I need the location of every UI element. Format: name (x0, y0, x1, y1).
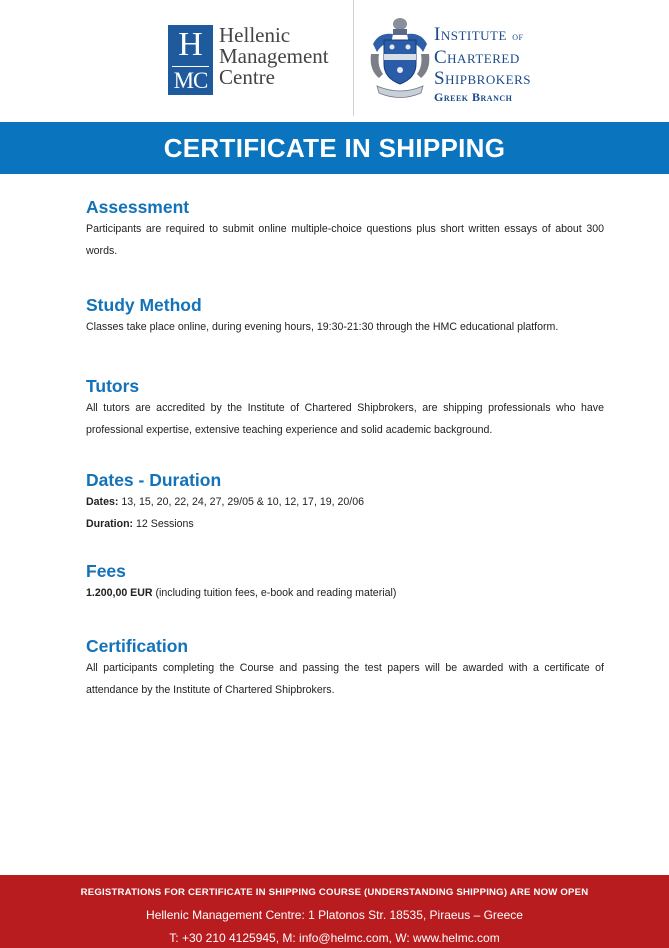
hmc-logo-line: Hellenic (219, 23, 291, 47)
dates-line (86, 491, 604, 513)
ics-logo-word-small: of (512, 29, 524, 43)
section-heading: Dates - Duration (86, 470, 222, 490)
duration-label: Duration: (86, 518, 134, 530)
ics-logo-word: Institute (434, 24, 507, 45)
footer-contacts: T: +30 210 4125945, M: info@helmc.com, W: www.helmc.com (169, 931, 500, 945)
duration-value: 12 Sessions (133, 518, 194, 530)
section-certification (86, 635, 604, 701)
fees-amount: 1.200,00 EUR (86, 587, 153, 599)
section-study-method (86, 294, 604, 338)
footer-address: Hellenic Management Centre: 1 Platonos Str. 18535, Piraeus – Greece (146, 908, 523, 922)
ics-logo-branch: Greek Branch (434, 90, 513, 104)
page-title: CERTIFICATE IN SHIPPING (163, 132, 506, 163)
section-dates-duration (86, 469, 604, 535)
section-heading: Fees (86, 561, 126, 581)
section-text: Participants are required to submit online multiple-choice questions plus short written essays of about 300 words. (86, 223, 604, 257)
header (0, 0, 669, 122)
section-heading: Assessment (86, 197, 190, 217)
section-assessment (86, 196, 604, 262)
ics-logo-line: Chartered (434, 47, 520, 68)
ics-logo-line (434, 24, 531, 47)
footer-announcement: REGISTRATIONS FOR CERTIFICATE IN SHIPPING COURSE (UNDERSTANDING SHIPPING) ARE NOW OPEN (80, 887, 589, 898)
section-text: Classes take place online, during evening hours, 19:30-21:30 through the HMC educational platform. (86, 321, 559, 333)
dates-value: 13, 15, 20, 22, 24, 27, 29/05 & 10, 12, 17, 19, 20/06 (118, 496, 365, 508)
section-heading: Study Method (86, 295, 202, 315)
hmc-logo (168, 25, 329, 95)
fees-note: (including tuition fees, e-book and reading material) (152, 587, 397, 599)
section-tutors (86, 375, 604, 441)
section-heading: Certification (86, 636, 189, 656)
hmc-logo-line: Management (219, 44, 329, 68)
ics-logo-text (434, 24, 531, 104)
section-text: All participants completing the Course and passing the test papers will be awarded with a certificate of attendance by the Institute of Chartered Shipbrokers. (86, 662, 604, 696)
footer (0, 875, 669, 948)
dates-label: Dates: (86, 496, 119, 508)
ics-logo-line: Shipbrokers (434, 68, 531, 89)
hmc-logo-text (219, 25, 329, 88)
section-text: All tutors are accredited by the Institute of Chartered Shipbrokers, are shipping professionals who have professional expertise, extensive teaching experience and solid academic background. (86, 402, 604, 436)
title-band (0, 122, 669, 174)
hmc-logo-line: Centre (219, 65, 275, 89)
hmc-logo-mc: MC (173, 68, 208, 93)
fees-line (86, 582, 604, 604)
section-heading: Tutors (86, 376, 140, 396)
hmc-logo-mark (168, 25, 213, 95)
logo-divider (353, 0, 354, 116)
hmc-logo-h: H (178, 26, 203, 63)
duration-line (86, 513, 604, 535)
ics-logo (369, 14, 539, 102)
coat-of-arms-icon (369, 14, 431, 100)
section-fees (86, 560, 604, 604)
